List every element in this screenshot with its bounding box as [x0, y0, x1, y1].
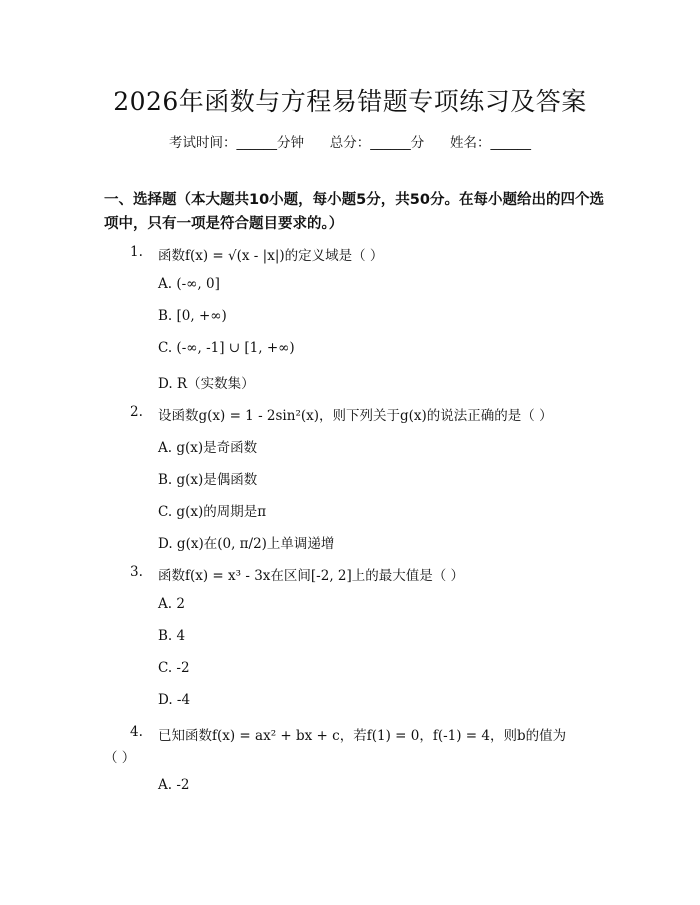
exam-meta [0, 131, 700, 151]
score-unit: 分 [410, 135, 425, 151]
time-unit: 分钟 [277, 135, 304, 151]
option-a: A. -2 [158, 777, 190, 793]
name-blank: ______ [490, 135, 531, 151]
question-number: 2. [130, 404, 143, 420]
question-number: 3. [130, 564, 143, 580]
question-text: 已知函数f(x) = ax² + bx + c，若f(1) = 0，f(-1) = 4，则b的值为 [158, 728, 567, 744]
question-text: 函数f(x) = √(x - |x|)的定义域是（ ） [158, 248, 384, 264]
option-a: A. (-∞, 0] [158, 276, 220, 292]
option-a: A. 2 [158, 596, 185, 612]
option-d: D. g(x)在(0, π/2)上单调递增 [158, 536, 335, 552]
option-c: C. (-∞, -1] ∪ [1, +∞) [158, 340, 295, 356]
question-number: 4. [130, 724, 143, 740]
option-b: B. 4 [158, 628, 186, 644]
question-number: 1. [130, 244, 143, 260]
name-label: 姓名： [450, 135, 491, 151]
question-text: 设函数g(x) = 1 - 2sin²(x)，则下列关于g(x)的说法正确的是（ ） [158, 408, 553, 424]
option-d: D. -4 [158, 692, 191, 708]
page-title: 2026年函数与方程易错题专项练习及答案 [113, 87, 587, 116]
option-b: B. [0, +∞) [158, 308, 227, 324]
time-blank: ______ [236, 135, 277, 151]
score-blank: ______ [370, 135, 411, 151]
section-heading: 一、选择题（本大题共10小题，每小题5分，共50分。在每小题给出的四个选项中，只有一项是符合题目要求的。） [104, 192, 604, 232]
option-c: C. g(x)的周期是π [158, 504, 267, 520]
option-c: C. -2 [158, 660, 190, 676]
score-label: 总分： [329, 135, 371, 151]
time-label: 考试时间： [169, 135, 237, 151]
question-text: 函数f(x) = x³ - 3x在区间[-2, 2]上的最大值是（ ） [158, 568, 465, 584]
option-b: B. g(x)是偶函数 [158, 472, 258, 488]
option-d: D. R（实数集） [158, 376, 255, 392]
option-a: A. g(x)是奇函数 [158, 440, 258, 456]
question-text-continued: （ ） [104, 750, 136, 766]
